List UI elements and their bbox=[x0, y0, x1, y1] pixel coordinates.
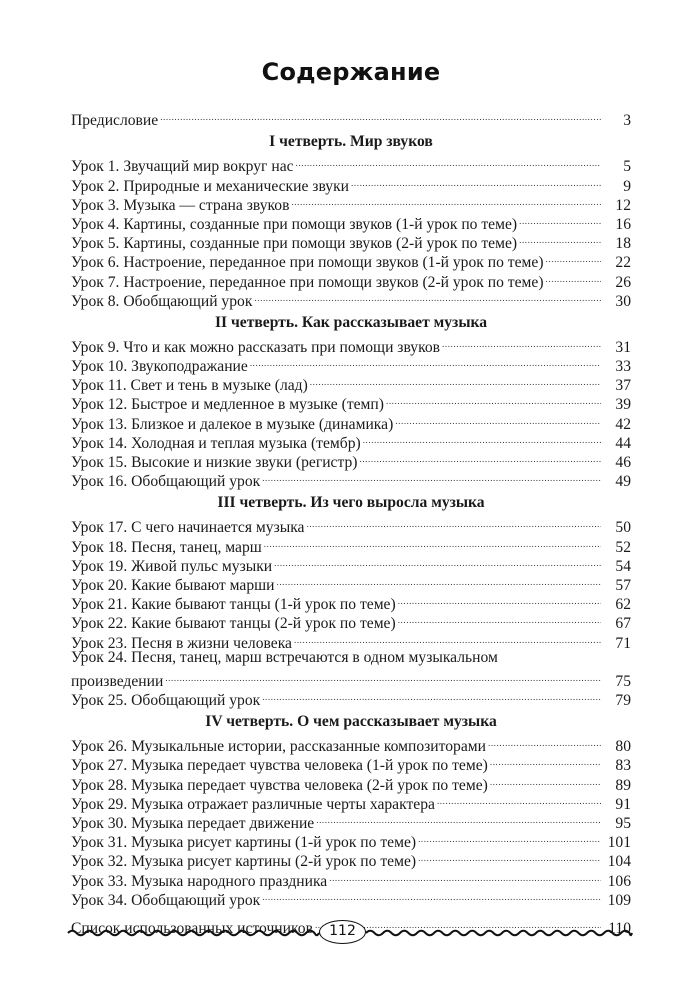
toc-entry-label: Список использованных источников bbox=[71, 919, 313, 937]
toc-entry-page: 89 bbox=[615, 776, 631, 794]
section-heading: I четверть. Мир звуков bbox=[269, 133, 433, 151]
toc-entry-label: Предисловие bbox=[71, 112, 159, 130]
page-footer bbox=[66, 918, 636, 948]
toc-entry-page: 52 bbox=[615, 538, 631, 556]
toc-entry-label: Урок 27. Музыка передает чувства человека (1-й урок по теме) bbox=[71, 757, 488, 775]
dot-leader bbox=[250, 352, 601, 371]
toc-entry-page: 104 bbox=[607, 853, 631, 871]
dot-leader bbox=[262, 686, 601, 705]
toc-entry-label: Урок 12. Быстрое и медленное в музыке (темп) bbox=[71, 396, 384, 414]
dot-leader bbox=[294, 628, 601, 647]
dot-leader bbox=[351, 171, 601, 190]
dot-leader bbox=[306, 513, 601, 532]
toc-entry-page: 46 bbox=[615, 454, 631, 471]
dot-leader bbox=[398, 590, 601, 609]
toc-entry-label: Урок 18. Песня, танец, марш bbox=[71, 538, 262, 556]
dot-leader bbox=[160, 106, 601, 125]
toc-entry-page: 44 bbox=[615, 434, 631, 452]
toc-entry-label: Урок 1. Звучащий мир вокруг нас bbox=[71, 158, 294, 176]
section-heading: IV четверть. О чем рассказывает музыка bbox=[205, 713, 497, 731]
toc-entry[interactable] bbox=[71, 152, 631, 176]
dot-leader bbox=[316, 809, 601, 828]
toc-entry-label: Урок 6. Настроение, переданное при помощи звуков (1-й урок по теме) bbox=[71, 254, 544, 272]
toc-entry-page: 67 bbox=[615, 615, 631, 633]
dot-leader bbox=[264, 532, 601, 551]
page-title: Содержание bbox=[261, 58, 441, 86]
dot-leader bbox=[310, 371, 601, 390]
toc-entry-page: 22 bbox=[615, 254, 631, 272]
dot-leader bbox=[437, 790, 601, 809]
toc-entry[interactable] bbox=[71, 648, 631, 667]
toc-entry-label: Урок 2. Природные и механические звуки bbox=[71, 177, 350, 195]
toc-entry-page: 26 bbox=[615, 273, 631, 291]
toc-entry-label: произведении bbox=[71, 672, 164, 690]
dot-leader bbox=[329, 866, 601, 885]
toc-entry-page: 106 bbox=[607, 872, 631, 890]
dot-leader bbox=[546, 248, 601, 267]
section-heading: III четверть. Из чего выросла музыка bbox=[217, 494, 485, 512]
dot-leader bbox=[490, 770, 601, 789]
toc-entry-label: Урок 26. Музыкальные истории, рассказанные композиторами bbox=[71, 738, 486, 756]
toc-entry-label: Урок 22. Какие бывают танцы (2-й урок по теме) bbox=[71, 615, 396, 633]
toc-entry-page: 71 bbox=[615, 634, 631, 652]
toc-entry-label: Урок 9. Что и как можно рассказать при помощи звуков bbox=[71, 338, 441, 356]
toc-entry-continuation[interactable] bbox=[71, 667, 631, 690]
toc-entry-label: Урок 24. Песня, танец, марш встречаются в одном музыкальном bbox=[71, 648, 498, 666]
toc-entry[interactable] bbox=[71, 732, 631, 756]
toc-entry-label: Урок 16. Обобщающий урок bbox=[71, 473, 261, 491]
dot-leader bbox=[296, 152, 601, 171]
toc-entry-label: Урок 10. Звукоподражание bbox=[71, 358, 248, 376]
toc-entry-label: Урок 28. Музыка передает чувства человека (2-й урок по теме) bbox=[71, 776, 488, 794]
section-heading: II четверть. Как рассказывает музыка bbox=[214, 313, 488, 331]
dot-leader bbox=[386, 390, 601, 409]
toc-entry-label: Урок 19. Живой пульс музыки bbox=[71, 557, 273, 575]
toc-entry-page: 79 bbox=[615, 692, 631, 710]
sections-container bbox=[71, 131, 631, 909]
dot-leader bbox=[418, 828, 601, 847]
toc-entry-label: Урок 8. Обобщающий урок bbox=[71, 292, 253, 310]
dot-leader bbox=[488, 732, 601, 751]
dot-leader bbox=[363, 429, 601, 448]
toc-entry-page: 95 bbox=[615, 815, 631, 832]
toc-entry-page: 3 bbox=[623, 112, 631, 130]
toc-entry-page: 54 bbox=[615, 557, 631, 575]
page-number-badge: 112 bbox=[319, 920, 366, 944]
toc-entry-page: 57 bbox=[615, 576, 631, 594]
toc-entry-preface[interactable] bbox=[71, 106, 631, 130]
toc-entry-label: Урок 17. С чего начинается музыка bbox=[71, 519, 305, 537]
toc-entry-page: 37 bbox=[615, 377, 631, 395]
dot-leader bbox=[442, 333, 601, 352]
toc-entry-page: 83 bbox=[615, 757, 631, 775]
toc-entry[interactable] bbox=[71, 513, 631, 537]
toc-entry-page: 42 bbox=[615, 415, 631, 433]
toc-entry-page: 5 bbox=[623, 158, 631, 176]
toc-entry-label: Урок 25. Обобщающий урок bbox=[71, 692, 261, 710]
toc-entry-label: Урок 21. Какие бывают танцы (1-й урок по теме) bbox=[71, 596, 396, 614]
dot-leader bbox=[398, 609, 601, 628]
toc-entry-label: Урок 33. Музыка народного праздника bbox=[71, 872, 328, 890]
toc-entry-label: Урок 34. Обобщающий урок bbox=[71, 891, 261, 909]
toc-entry-label: Урок 11. Свет и тень в музыке (лад) bbox=[71, 377, 308, 395]
toc-entry-label: Урок 14. Холодная и теплая музыка (тембр) bbox=[71, 434, 361, 452]
toc-entry-page: 80 bbox=[615, 738, 631, 756]
toc-entry-page: 49 bbox=[615, 473, 631, 491]
dot-leader bbox=[395, 409, 601, 428]
dot-leader bbox=[519, 210, 601, 229]
toc-entry-page: 30 bbox=[615, 292, 631, 310]
table-of-contents bbox=[71, 106, 631, 937]
toc-entry-page: 50 bbox=[615, 519, 631, 537]
toc-entry[interactable] bbox=[71, 333, 631, 356]
toc-entry-page: 31 bbox=[615, 338, 631, 356]
toc-entry-page: 75 bbox=[615, 672, 631, 690]
dot-leader bbox=[165, 667, 601, 686]
dot-leader bbox=[291, 191, 601, 210]
dot-leader bbox=[254, 287, 601, 306]
dot-leader bbox=[519, 229, 601, 248]
dot-leader bbox=[418, 847, 601, 866]
toc-entry-label: Урок 23. Песня в жизни человека bbox=[71, 634, 292, 652]
dot-leader bbox=[359, 448, 601, 467]
toc-entry-label: Урок 30. Музыка передает движение bbox=[71, 815, 315, 832]
dot-leader bbox=[276, 571, 601, 590]
toc-entry-page: 18 bbox=[615, 235, 631, 253]
toc-entry-page: 91 bbox=[615, 795, 631, 813]
toc-entry-page: 101 bbox=[607, 834, 631, 852]
toc-entry-page: 9 bbox=[623, 177, 631, 195]
toc-entry-page: 12 bbox=[615, 196, 631, 214]
toc-entry-label: Урок 20. Какие бывают марши bbox=[71, 576, 275, 594]
dot-leader bbox=[490, 751, 601, 770]
toc-entry-page: 16 bbox=[615, 215, 631, 233]
toc-entry-label: Урок 4. Картины, созданные при помощи звуков (1-й урок по теме) bbox=[71, 215, 518, 233]
toc-entry-label: Урок 13. Близкое и далекое в музыке (динамика) bbox=[71, 415, 394, 433]
toc-entry-label: Урок 29. Музыка отражает различные черты характера bbox=[71, 795, 435, 813]
toc-entry-page: 39 bbox=[615, 396, 631, 414]
toc-entry-page: 62 bbox=[615, 596, 631, 614]
toc-entry-label: Урок 15. Высокие и низкие звуки (регистр) bbox=[71, 454, 358, 471]
dot-leader bbox=[262, 886, 601, 905]
toc-entry-label: Урок 7. Настроение, переданное при помощи звуков (2-й урок по теме) bbox=[71, 273, 544, 291]
toc-entry-label: Урок 3. Музыка — страна звуков bbox=[71, 196, 290, 214]
toc-entry-page: 33 bbox=[615, 358, 631, 376]
dot-leader bbox=[262, 467, 601, 486]
toc-entry-label: Урок 5. Картины, созданные при помощи звуков (2-й урок по теме) bbox=[71, 235, 518, 253]
dot-leader bbox=[274, 552, 601, 571]
toc-entry-label: Урок 32. Музыка рисует картины (2-й урок по теме) bbox=[71, 853, 417, 871]
dot-leader bbox=[546, 267, 601, 286]
toc-entry-page: 110 bbox=[608, 919, 631, 937]
toc-entry-label: Урок 31. Музыка рисует картины (1-й урок по теме) bbox=[71, 834, 417, 852]
toc-entry-page: 109 bbox=[607, 891, 631, 909]
